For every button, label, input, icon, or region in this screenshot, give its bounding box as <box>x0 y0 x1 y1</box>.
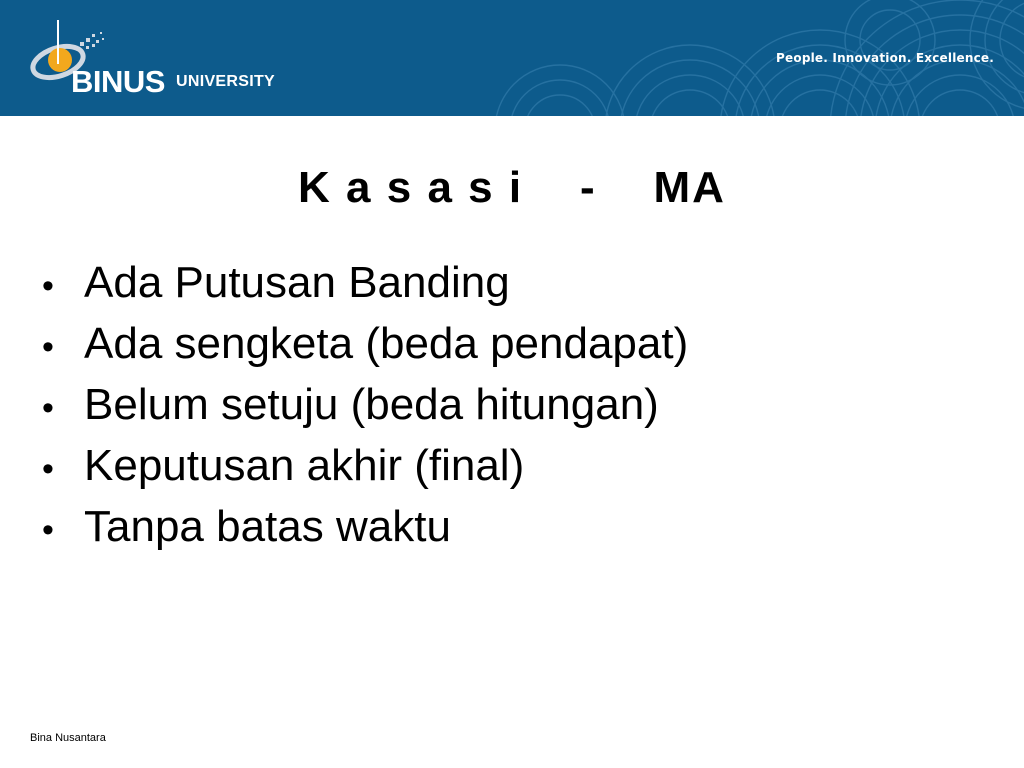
footer-text: Bina Nusantara <box>30 732 106 744</box>
logo-wordmark-binus: BINUS <box>71 64 165 99</box>
header-banner <box>0 0 1024 116</box>
logo-wordmark-university: UNIVERSITY <box>176 73 276 90</box>
bullet-list <box>42 252 982 557</box>
bullet-text: Belum setuju (beda hitungan) <box>84 380 659 429</box>
bullet-point-icon: • <box>42 328 54 366</box>
bullet-text: Ada Putusan Banding <box>84 258 510 307</box>
bullet-item <box>42 496 982 557</box>
bullet-text: Tanpa batas waktu <box>84 502 451 551</box>
bullet-item <box>42 374 982 435</box>
bullet-text: Keputusan akhir (final) <box>84 441 525 490</box>
bullet-item <box>42 435 982 496</box>
bullet-point-icon: • <box>42 511 54 549</box>
tagline: People. Innovation. Excellence. <box>776 51 994 65</box>
bullet-point-icon: • <box>42 389 54 427</box>
bullet-point-icon: • <box>42 267 54 305</box>
binus-university-logo <box>18 16 308 106</box>
bullet-point-icon: • <box>42 450 54 488</box>
bullet-text: Ada sengketa (beda pendapat) <box>84 319 689 368</box>
bullet-item <box>42 252 982 313</box>
slide-title: K a s a s i - MA <box>298 163 726 212</box>
bullet-item <box>42 313 982 374</box>
